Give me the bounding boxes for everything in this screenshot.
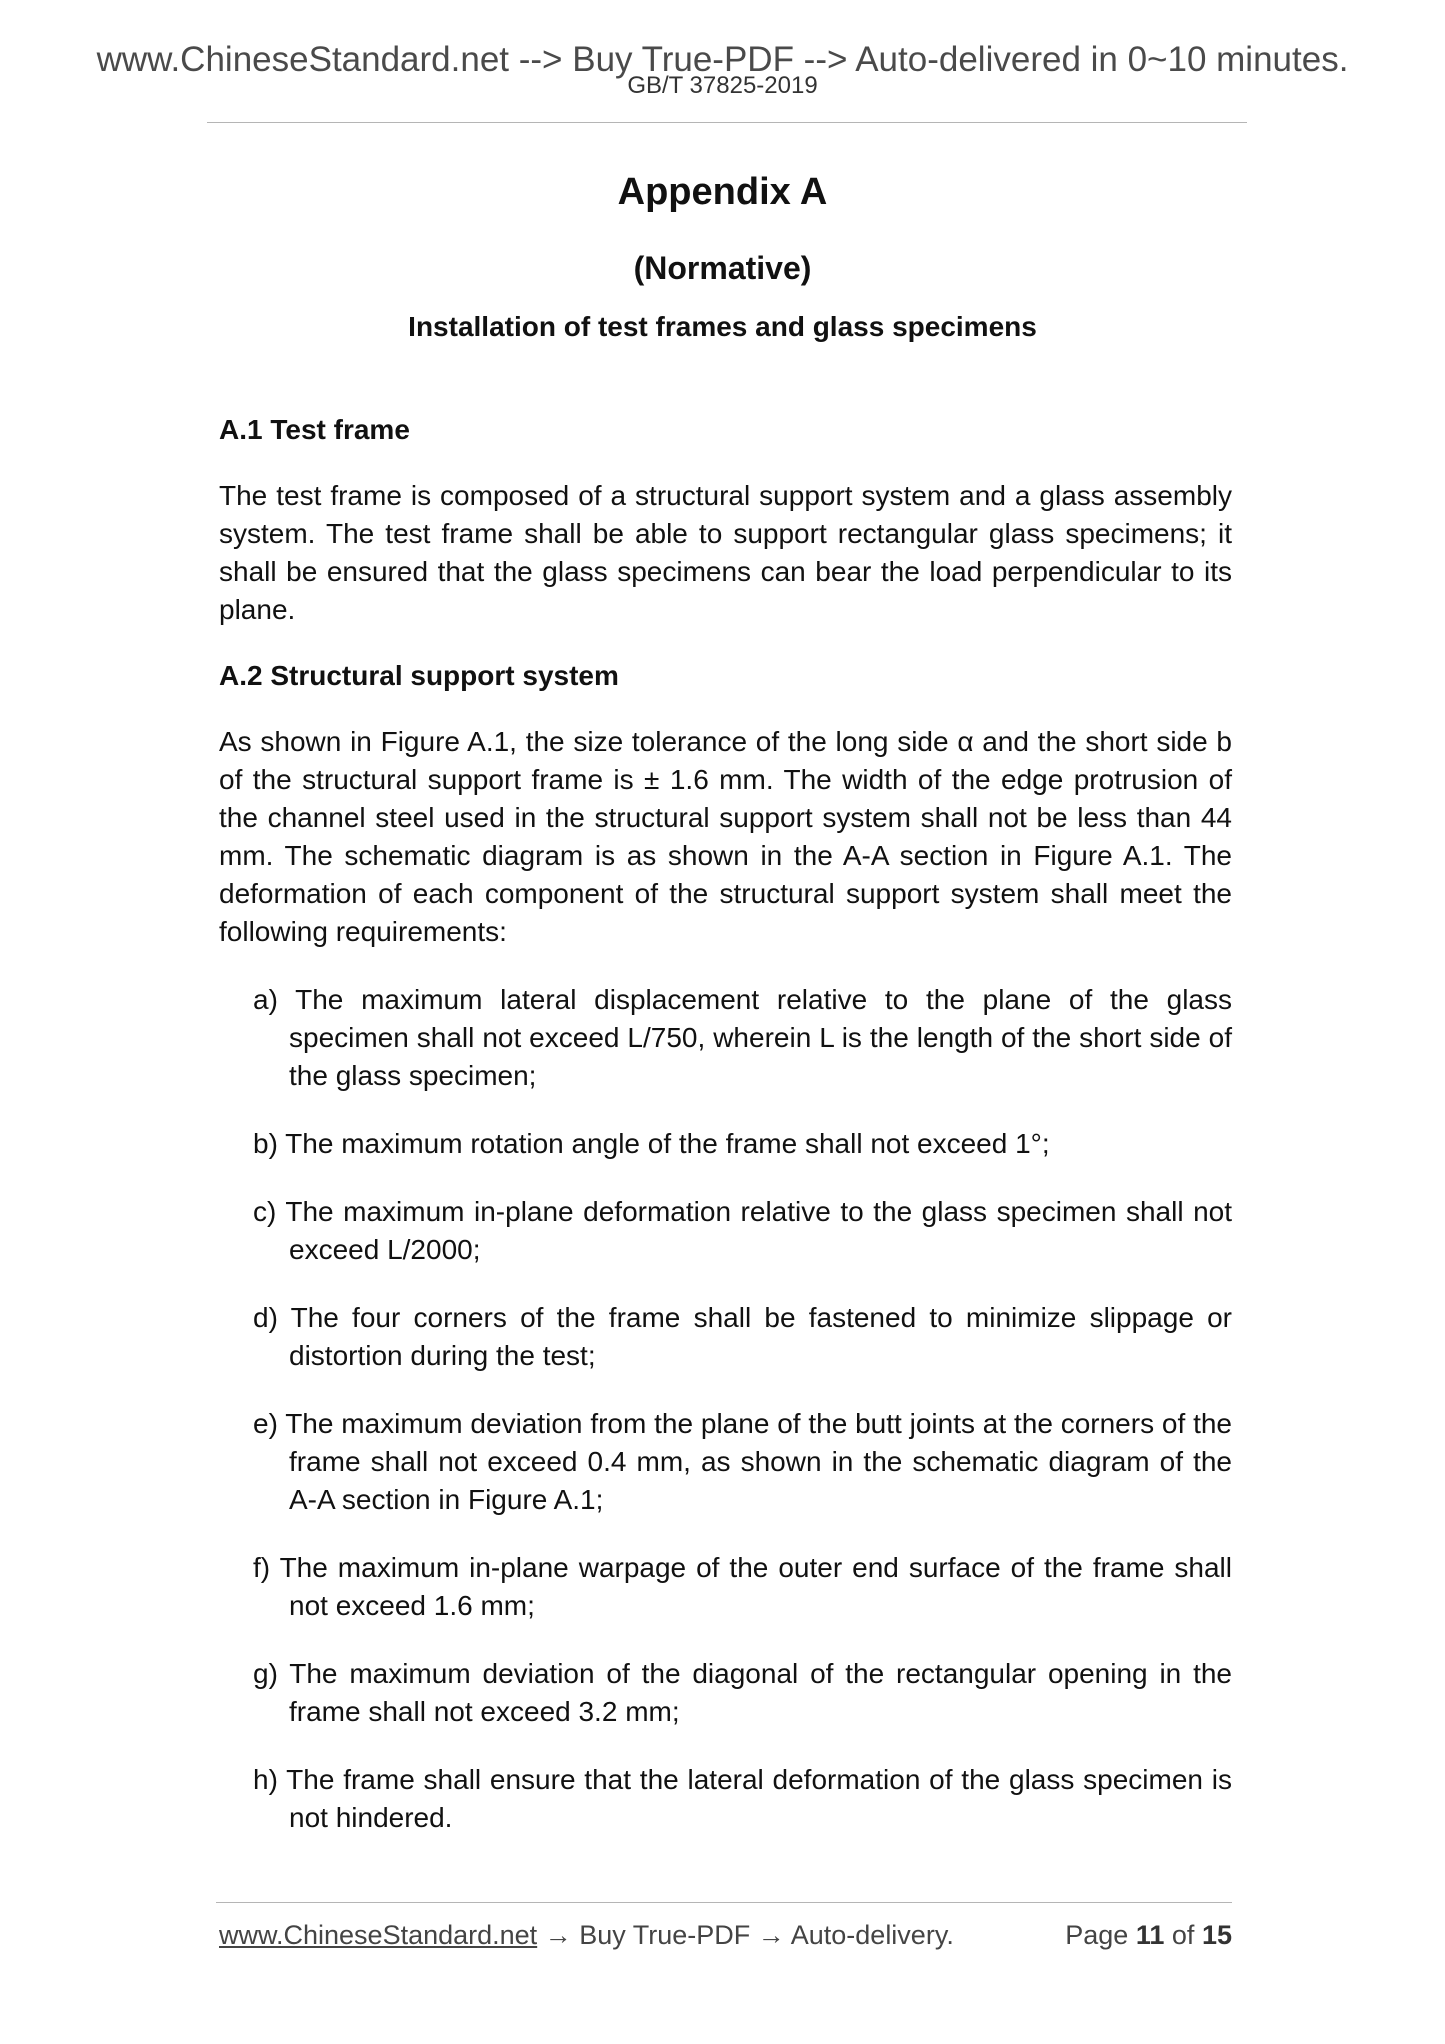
section-a1-paragraph: The test frame is composed of a structural support system and a glass assembly system. The test frame shall be able to support rectangular glass specimens; it shall be ensured that the glass specimens can bear the load perpendicular to its plane. [219, 480, 1232, 625]
section-a2-paragraph: As shown in Figure A.1, the size tolerance of the long side α and the short side b of the structural support frame is ± 1.6 mm. The width of the edge protrusion of the channel steel used in the structural support system shall not be less than 44 mm. The schematic diagram is as shown in the A-A section in Figure A.1. The deformation of each component of the structural support system shall meet the following requirements: [219, 726, 1232, 947]
document-body [219, 411, 1232, 1837]
requirements-list [219, 981, 1232, 1837]
page-of: of [1171, 1920, 1195, 1950]
page-label: Page [1065, 1920, 1129, 1950]
list-item: c) The maximum in-plane deformation relative to the glass specimen shall not exceed L/2000; [253, 1196, 1232, 1265]
top-banner: www.ChineseStandard.net --> Buy True-PDF --> Auto-delivered in 0~10 minutes. [96, 40, 1349, 79]
appendix-subtitle: (Normative) [633, 250, 812, 286]
page-number [1065, 1918, 1232, 1952]
list-item: d) The four corners of the frame shall be fastened to minimize slippage or distortion during the test; [253, 1302, 1232, 1371]
page-total: 15 [1201, 1920, 1232, 1950]
header-divider [207, 122, 1247, 123]
section-heading-a2: A.2 Structural support system [219, 660, 619, 691]
list-item: h) The frame shall ensure that the lateral deformation of the glass specimen is not hindered. [253, 1764, 1232, 1833]
page-current: 11 [1135, 1920, 1165, 1950]
footer-divider [216, 1902, 1232, 1903]
appendix-heading: Installation of test frames and glass specimens [408, 311, 1037, 342]
appendix-title: Appendix A [617, 171, 828, 213]
list-item: b) The maximum rotation angle of the frame shall not exceed 1°; [253, 1128, 1050, 1159]
list-item: f) The maximum in-plane warpage of the outer end surface of the frame shall not exceed 1.6 mm; [253, 1552, 1232, 1621]
list-item: a) The maximum lateral displacement relative to the plane of the glass specimen shall not exceed L/750, wherein L is the length of the short side of the glass specimen; [253, 984, 1232, 1091]
footer-left [219, 1918, 954, 1952]
list-item: e) The maximum deviation from the plane of the butt joints at the corners of the frame shall not exceed 0.4 mm, as shown in the schematic diagram of the A-A section in Figure A.1; [253, 1408, 1232, 1515]
footer-website-link[interactable]: www.ChineseStandard.net [219, 1920, 538, 1950]
document-code: GB/T 37825-2019 [627, 72, 818, 99]
footer-tagline: → Buy True-PDF → Auto-delivery. [537, 1920, 954, 1950]
section-heading-a1: A.1 Test frame [219, 414, 410, 445]
list-item: g) The maximum deviation of the diagonal of the rectangular opening in the frame shall not exceed 3.2 mm; [253, 1658, 1232, 1727]
